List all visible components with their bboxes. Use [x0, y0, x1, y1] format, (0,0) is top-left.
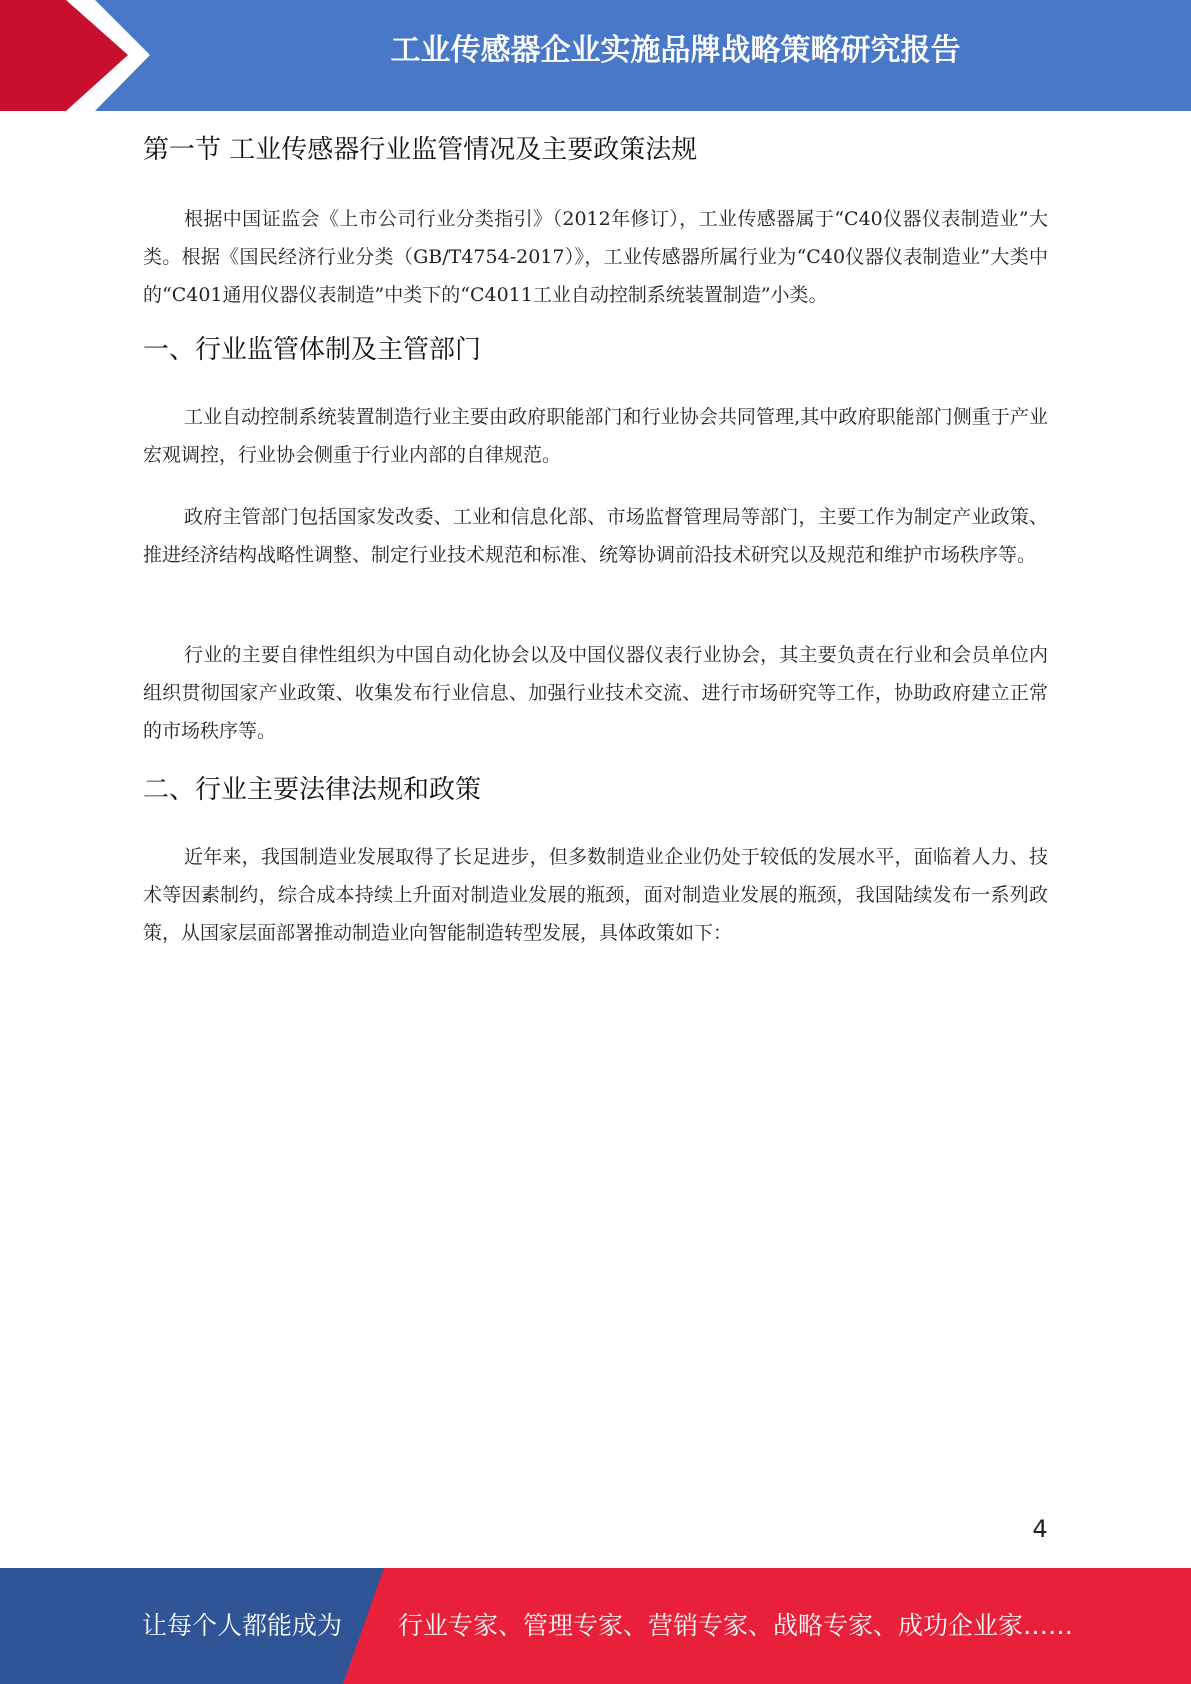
- footer-slogan-right: 行业专家、管理专家、营销专家、战略专家、成功企业家……: [398, 1611, 1074, 1640]
- section-heading: 第一节 工业传感器行业监管情况及主要政策法规: [143, 135, 698, 165]
- paragraph-industry-associations: 行业的主要自律性组织为中国自动化协会以及中国仪器仪表行业协会，其主要负责在行业和会员单位内组织贯彻国家产业政策、收集发布行业信息、加强行业技术交流、进行市场研究等工作，协助政府建立正常的市场秩序等。: [143, 644, 1048, 742]
- paragraph-policy-background: 近年来，我国制造业发展取得了长足进步，但多数制造业企业仍处于较低的发展水平，面临着人力、技术等因素制约，综合成本持续上升面对制造业发展的瓶颈，面对制造业发展的瓶颈，我国陆续发布一系列政策，从国家层面部署推动制造业向智能制造转型发展，具体政策如下：: [143, 846, 1048, 944]
- footer-slogan-left: 让每个人都能成为: [142, 1611, 343, 1640]
- page-header: [0, 0, 1191, 111]
- report-title: 工业传感器企业实施品牌战略策略研究报告: [390, 33, 961, 68]
- subsection-heading-supervision: 一、行业监管体制及主管部门: [143, 335, 482, 365]
- subsection-heading-regulations: 二、行业主要法律法规和政策: [143, 775, 482, 805]
- header-chevron-decoration: [0, 0, 160, 111]
- page-footer: [0, 1568, 1191, 1684]
- paragraph-management-overview: 工业自动控制系统装置制造行业主要由政府职能部门和行业协会共同管理,其中政府职能部门侧重于产业宏观调控，行业协会侧重于行业内部的自律规范。: [143, 406, 1048, 466]
- paragraph-government-departments: 政府主管部门包括国家发改委、工业和信息化部、市场监督管理局等部门，主要工作为制定产业政策、推进经济结构战略性调整、制定行业技术规范和标准、统筹协调前沿技术研究以及规范和维护市场秩序等。: [143, 506, 1048, 566]
- intro-paragraph: 根据中国证监会《上市公司行业分类指引》（2012年修订），工业传感器属于“C40仪器仪表制造业”大类。根据《国民经济行业分类（GB/T4754-2017）》，工业传感器所属行业为“C40仪器仪表制造业”大类中的“C401通用仪器仪表制造”中类下的“C4011工业自动控制系统装置制造”小类。: [143, 208, 1048, 306]
- page-number: 4: [1032, 1515, 1048, 1543]
